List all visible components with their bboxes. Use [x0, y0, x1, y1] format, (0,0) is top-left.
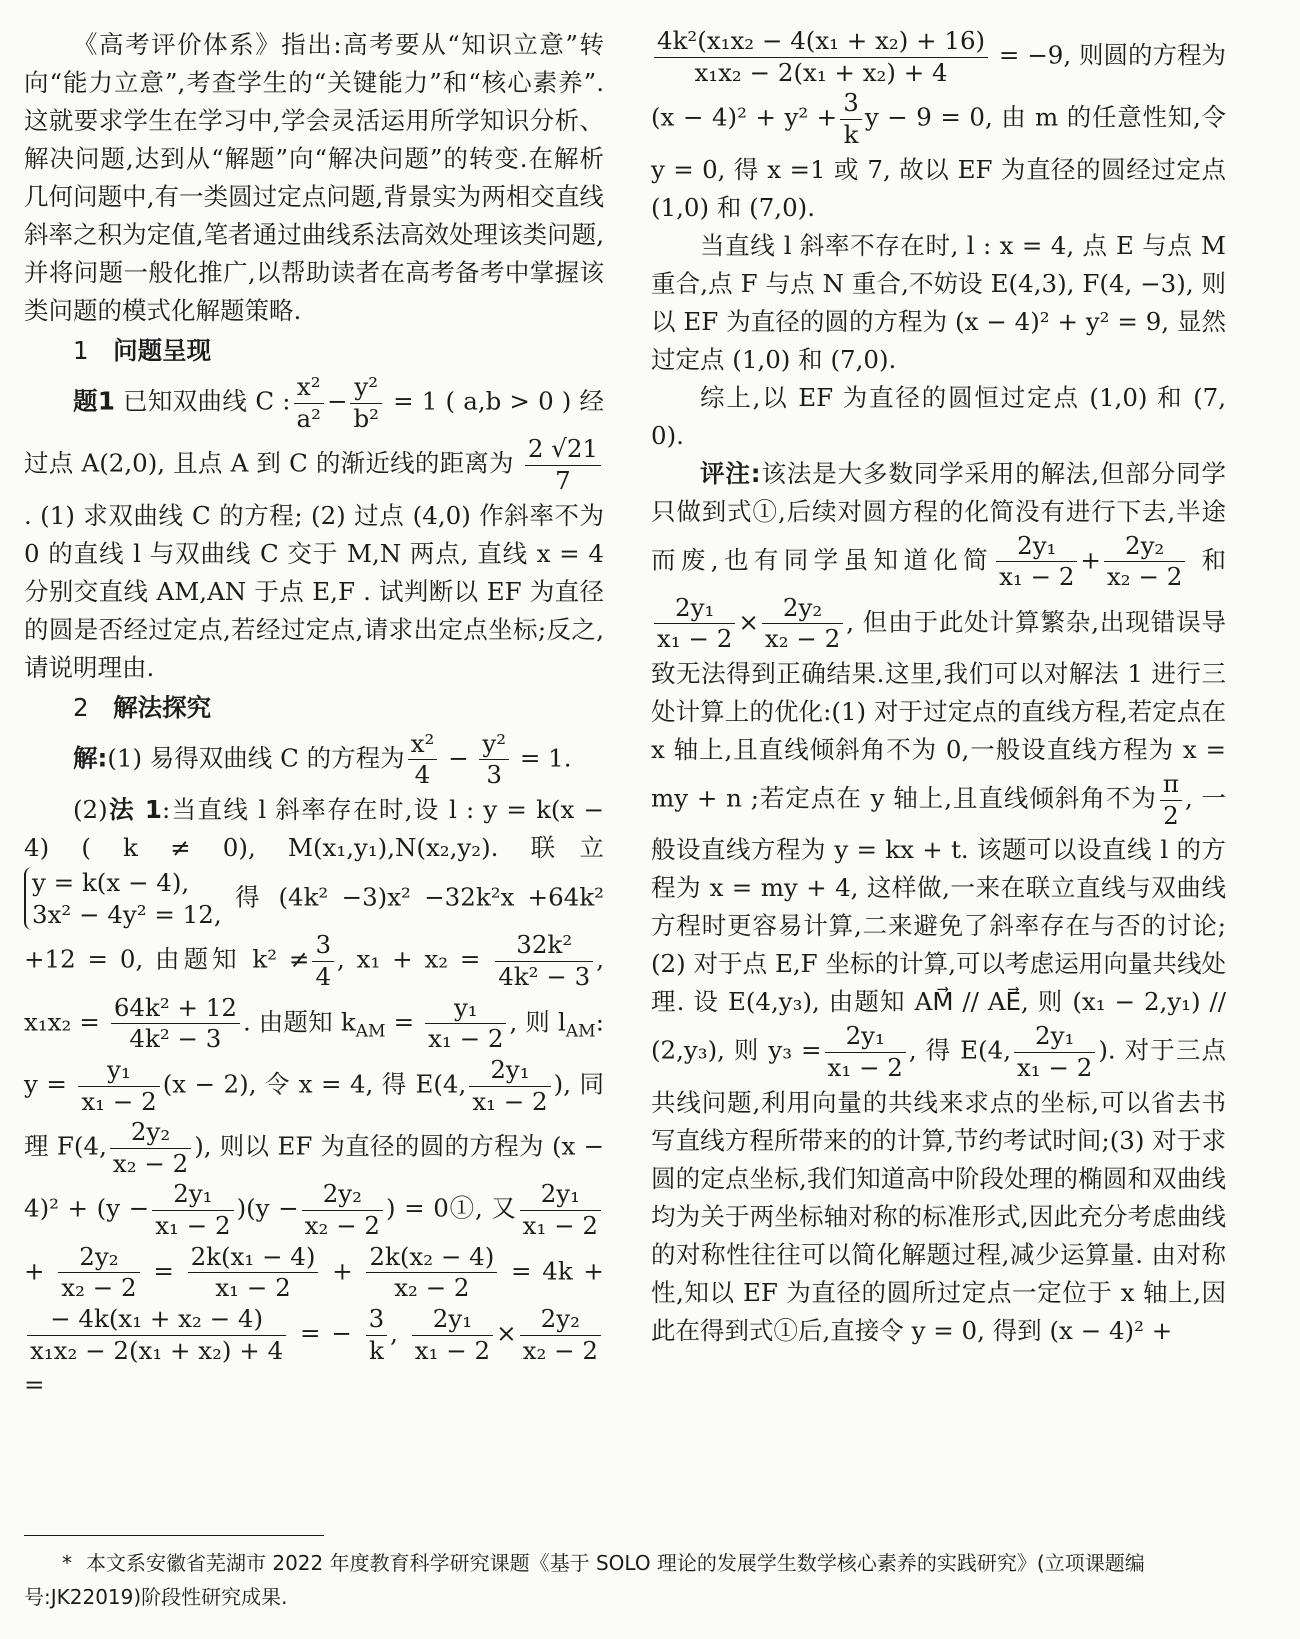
fraction: $\frac{\text{2y₂}}{\text{x₂ − 2}}$ — [302, 1179, 383, 1241]
problem-label: 题1 — [73, 386, 115, 416]
section-heading-1 — [24, 332, 604, 370]
footnote-marker: * — [62, 1551, 72, 1575]
vertical-line-case: 当直线 l 斜率不存在时, l : x = 4, 点 E 与点 M 重合,点 F 与点 N 重合,不妨设 E(4,3), F(4, −3), 则以 EF 为直径的圆的方程为 (x − 4)² + y² = 9, 显然过定点 (1,0) 和 (7,0). — [651, 230, 1226, 374]
fraction: $\frac{\text{x²}}{\text{a²}}$ — [294, 372, 324, 434]
fraction: $\frac{\text{x²}}{4}$ — [408, 729, 438, 791]
fraction: $\frac{\text{2y₂}}{\text{x₂ − 2}}$ — [1104, 531, 1185, 593]
fraction: $\frac{3}{4}$ — [312, 930, 334, 992]
fraction: $\frac{\text{y₁}}{\text{x₁ − 2}}$ — [78, 1055, 159, 1117]
comment-label: 评注: — [700, 458, 761, 488]
fraction: $\frac{\text{2y₁}}{\text{x₁ − 2}}$ — [654, 593, 735, 655]
footnote-text: 本文系安徽省芜湖市 2022 年度教育科学研究课题《基于 SOLO 理论的发展学生数学核心素养的实践研究》(立项课题编号:JK22019)阶段性研究成果. — [24, 1551, 1145, 1609]
fraction: $\frac{\text{2k(x₂ − 4)}}{\text{x₂ − 2}}$ — [366, 1242, 497, 1304]
fraction: $\frac{\text{2y₁}}{\text{x₁ − 2}}$ — [1014, 1021, 1095, 1083]
problem-text: . (1) 求双曲线 C 的方程; (2) 过点 (4,0) 作斜率不为 0 的直线 l 与双曲线 C 交于 M,N 两点, 直线 x = 4 分别交直线 AM,AN 于点 E,F . 试判断以 EF 为直径的圆是否经过定点,若经过定点,请求出定点坐标;反之,请说明理由. — [24, 500, 604, 682]
intro-paragraph: 《高考评价体系》指出:高考要从“知识立意”转向“能力立意”,考查学生的“关键能力”和“核心素养”.这就要求学生在学习中,学会灵活运用所学知识分析、解决问题,达到从“解题”向“解决问题”的转变.在解析几何问题中,有一类圆过定点问题,背景实为两相交直线斜率之积为定值,笔者通过曲线系法高效处理该类问题,并将问题一般化推广,以帮助读者在高考备考中掌握该类问题的模式化解题策略. — [24, 30, 604, 325]
footnote — [24, 1546, 1224, 1614]
problem-text: 已知双曲线 C : — [123, 386, 291, 416]
problem-text: = 1 ( a,b > 0 ) 经过点 A(2,0), 且点 A 到 C 的渐近线的距离为 — [24, 386, 604, 478]
section-title: 解法探究 — [113, 692, 212, 722]
fraction: $\frac{\text{2y₁}}{\text{x₁ − 2}}$ — [825, 1021, 906, 1083]
section-heading-2 — [24, 689, 604, 727]
fraction: $\frac{\text{2y₁}}{\text{x₁ − 2}}$ — [152, 1179, 233, 1241]
fraction: $\frac{\text{y²}}{3}$ — [479, 729, 509, 791]
section-title: 问题呈现 — [113, 336, 212, 365]
fraction: $\frac{\pi}{2}$ — [1160, 769, 1182, 831]
fraction: $\frac{\text{2y₂}}{\text{x₂ − 2}}$ — [762, 593, 843, 655]
problem-paragraph: 题1 已知双曲线 C : $\frac{\text{x²}}{\text{a²}}$ − $\frac{\text{y²}}{\text{b²}}$ = 1 ( a,b > 0 ) 经过点 A(2,0), 且点 A 到 C 的渐近线的距离为 $\frac{2 √21}{7}$ . (1) 求双曲线 C 的方程; (2) 过点 (4,0) 作斜率不为 0 的直线 l 与双曲线 C 交于 M,N 两点, 直线 x = 4 分别交直线 AM,AN 于点 E,F . 试判断以 EF 为直径的圆是否经过定点,若经过定点,请求出定点坐标;反之,请说明理由. — [24, 372, 604, 682]
fraction: $\frac{2 √21}{7}$ — [525, 434, 601, 496]
method1-continued: $\frac{\text{4k²(x₁x₂ − 4(x₁ + x₂) + 16)}}{\text{x₁x₂ − 2(x₁ + x₂) + 4}}$ = −9, 则圆的方程为 (x − 4)² + y² + $\frac{3}{k}$ y − 9 = 0, 由 m 的任意性知,令 y = 0, 得 x =1 或 7, 故以 EF 为直径的圆经过定点 (1,0) 和 (7,0). — [651, 26, 1227, 222]
footnote-divider — [24, 1535, 324, 1536]
fraction: $\frac{3}{k}$ — [840, 88, 862, 150]
fraction: $\frac{\text{2y₂}}{\text{x₂ − 2}}$ — [520, 1304, 601, 1366]
fraction: $\frac{\text{4k²(x₁x₂ − 4(x₁ + x₂) + 16)}}{\text{x₁x₂ − 2(x₁ + x₂) + 4}}$ — [654, 26, 988, 88]
section-number: 1 — [73, 336, 89, 365]
fraction: $\frac{\text{y₁}}{\text{x₁ − 2}}$ — [425, 993, 506, 1055]
section-number: 2 — [73, 692, 89, 722]
fraction: $\frac{\text{2y₁}}{\text{x₁ − 2}}$ — [412, 1304, 493, 1366]
fraction: $\frac{3}{k}$ — [366, 1304, 388, 1366]
solution-part1: 解:(1) 易得双曲线 C 的方程为 $\frac{\text{x²}}{4}$ − $\frac{\text{y²}}{3}$ = 1. — [73, 728, 572, 790]
solution-label: 解: — [73, 743, 108, 773]
fraction: $\frac{\text{64k² + 12}}{\text{4k² − 3}}$ — [111, 993, 240, 1055]
fraction: $\frac{\text{2y₂}}{\text{x₂ − 2}}$ — [58, 1242, 139, 1304]
fraction: $\frac{\text{2y₁}}{\text{x₁ − 2}}$ — [520, 1179, 601, 1241]
fraction: $\frac{\text{y²}}{\text{b²}}$ — [350, 372, 382, 434]
method1-paragraph: (2)法 1:当直线 l 斜率存在时,设 l : y = k(x − 4) ( k ≠ 0), M(x₁,y₁),N(x₂,y₂). 联立 y = k(x − 4), 3x² − 4y² = 12, 得 (4k² −3)x² −32k²x +64k² +12 = 0, 由题知 k² ≠ $\frac{3}{4}$ , x₁ + x₂ = $\frac{\text{32k²}}{\text{4k² − 3}}$ , x₁x₂ = $\frac{\text{64k² + 12}}{\text{4k² − 3}}$ . 由题知 $k_{AM}$ = $\frac{\text{y₁}}{\text{x₁ − 2}}$ , 则 $l_{AM}$: y = $\frac{\text{y₁}}{\text{x₁ − 2}}$ (x − 2), 令 x = 4, 得 E(4, $\frac{\text{2y₁}}{\text{x₁ − 2}}$ ), 同理 F(4, $\frac{\text{2y₂}}{\text{x₂ − 2}}$ ), 则以 EF 为直径的圆的方程为 (x − 4)² + (y − $\frac{\text{2y₁}}{\text{x₁ − 2}}$ )(y − $\frac{\text{2y₂}}{\text{x₂ − 2}}$ ) = 0①, 又 $\frac{\text{2y₁}}{\text{x₁ − 2}}$ + $\frac{\text{2y₂}}{\text{x₂ − 2}}$ = $\frac{\text{2k(x₁ − 4)}}{\text{x₁ − 2}}$ + $\frac{\text{2k(x₂ − 4)}}{\text{x₂ − 2}}$ = 4k + $\frac{\text{− 4k(x₁ + x₂ − 4)}}{\text{x₁x₂ − 2(x₁ + x₂) + 4}}$ = − $\frac{3}{k}$ , $\frac{\text{2y₁}}{\text{x₁ − 2}}$ × $\frac{\text{2y₂}}{\text{x₂ − 2}}$ = — [24, 794, 605, 1400]
equation-system: y = k(x − 4), 3x² − 4y² = 12, — [24, 867, 222, 931]
right-column — [651, 26, 1226, 1539]
conclusion-paragraph: 综上,以 EF 为直径的圆恒过定点 (1,0) 和 (7, 0). — [651, 382, 1226, 450]
fraction: $\frac{\text{2k(x₁ − 4)}}{\text{x₁ − 2}}$ — [188, 1242, 319, 1304]
fraction: $\frac{\text{2y₂}}{\text{x₂ − 2}}$ — [110, 1117, 191, 1179]
fraction: $\frac{\text{2y₁}}{\text{x₁ − 2}}$ — [469, 1055, 550, 1117]
fraction: $\frac{\text{− 4k(x₁ + x₂ − 4)}}{\text{x₁x₂ − 2(x₁ + x₂) + 4}}$ — [27, 1304, 286, 1366]
fraction: $\frac{\text{32k²}}{\text{4k² − 3}}$ — [495, 930, 593, 992]
left-column — [24, 26, 604, 1539]
method-label: 法 1 — [107, 794, 162, 824]
comment-paragraph: 评注:该法是大多数同学采用的解法,但部分同学只做到式①,后续对圆方程的化简没有进行下去,半途而废,也有同学虽知道化简 $\frac{\text{2y₁}}{\text{x₁ − 2}}$ + $\frac{\text{2y₂}}{\text{x₂ − 2}}$ 和 $\frac{\text{2y₁}}{\text{x₁ − 2}}$ × $\frac{\text{2y₂}}{\text{x₂ − 2}}$ , 但由于此处计算繁杂,出现错误导致无法得到正确结果.这里,我们可以对解法 1 进行三处计算上的优化:(1) 对于过定点的直线方程,若定点在 x 轴上,且直线倾斜角不为 0,一般设直线方程为 x = my + n ;若定点在 y 轴上,且直线倾斜角不为 $\frac{\pi}{2}$ , 一般设直线方程为 y = kx + t. 该题可以设直线 l 的方程为 x = my + 4, 这样做,一来在联立直线与双曲线方程时更容易计算,二来避免了斜率存在与否的讨论;(2) 对于点 E,F 坐标的计算,可以考虑运用向量共线处理. 设 E(4,y₃), 由题知 AM⃗ // AE⃗, 则 (x₁ − 2,y₁) // (2,y₃), 则 y₃ = $\frac{\text{2y₁}}{\text{x₁ − 2}}$ , 得 E(4, $\frac{\text{2y₁}}{\text{x₁ − 2}}$ ). 对于三点共线问题,利用向量的共线来求点的坐标,可以省去书写直线方程所带来的的计算,节约考试时间;(3) 对于求圆的定点坐标,我们知道高中阶段处理的椭圆和双曲线均为关于两坐标轴对称的标准形式,因此充分考虑曲线的对称性往往可以简化解题过程,减少运算量. 由对称性,知以 EF 为直径的圆所过定点一定位于 x 轴上,因此在得到式①后,直接令 y = 0, 得到 (x − 4)² + — [651, 458, 1227, 1345]
fraction: $\frac{\text{2y₁}}{\text{x₁ − 2}}$ — [996, 531, 1077, 593]
